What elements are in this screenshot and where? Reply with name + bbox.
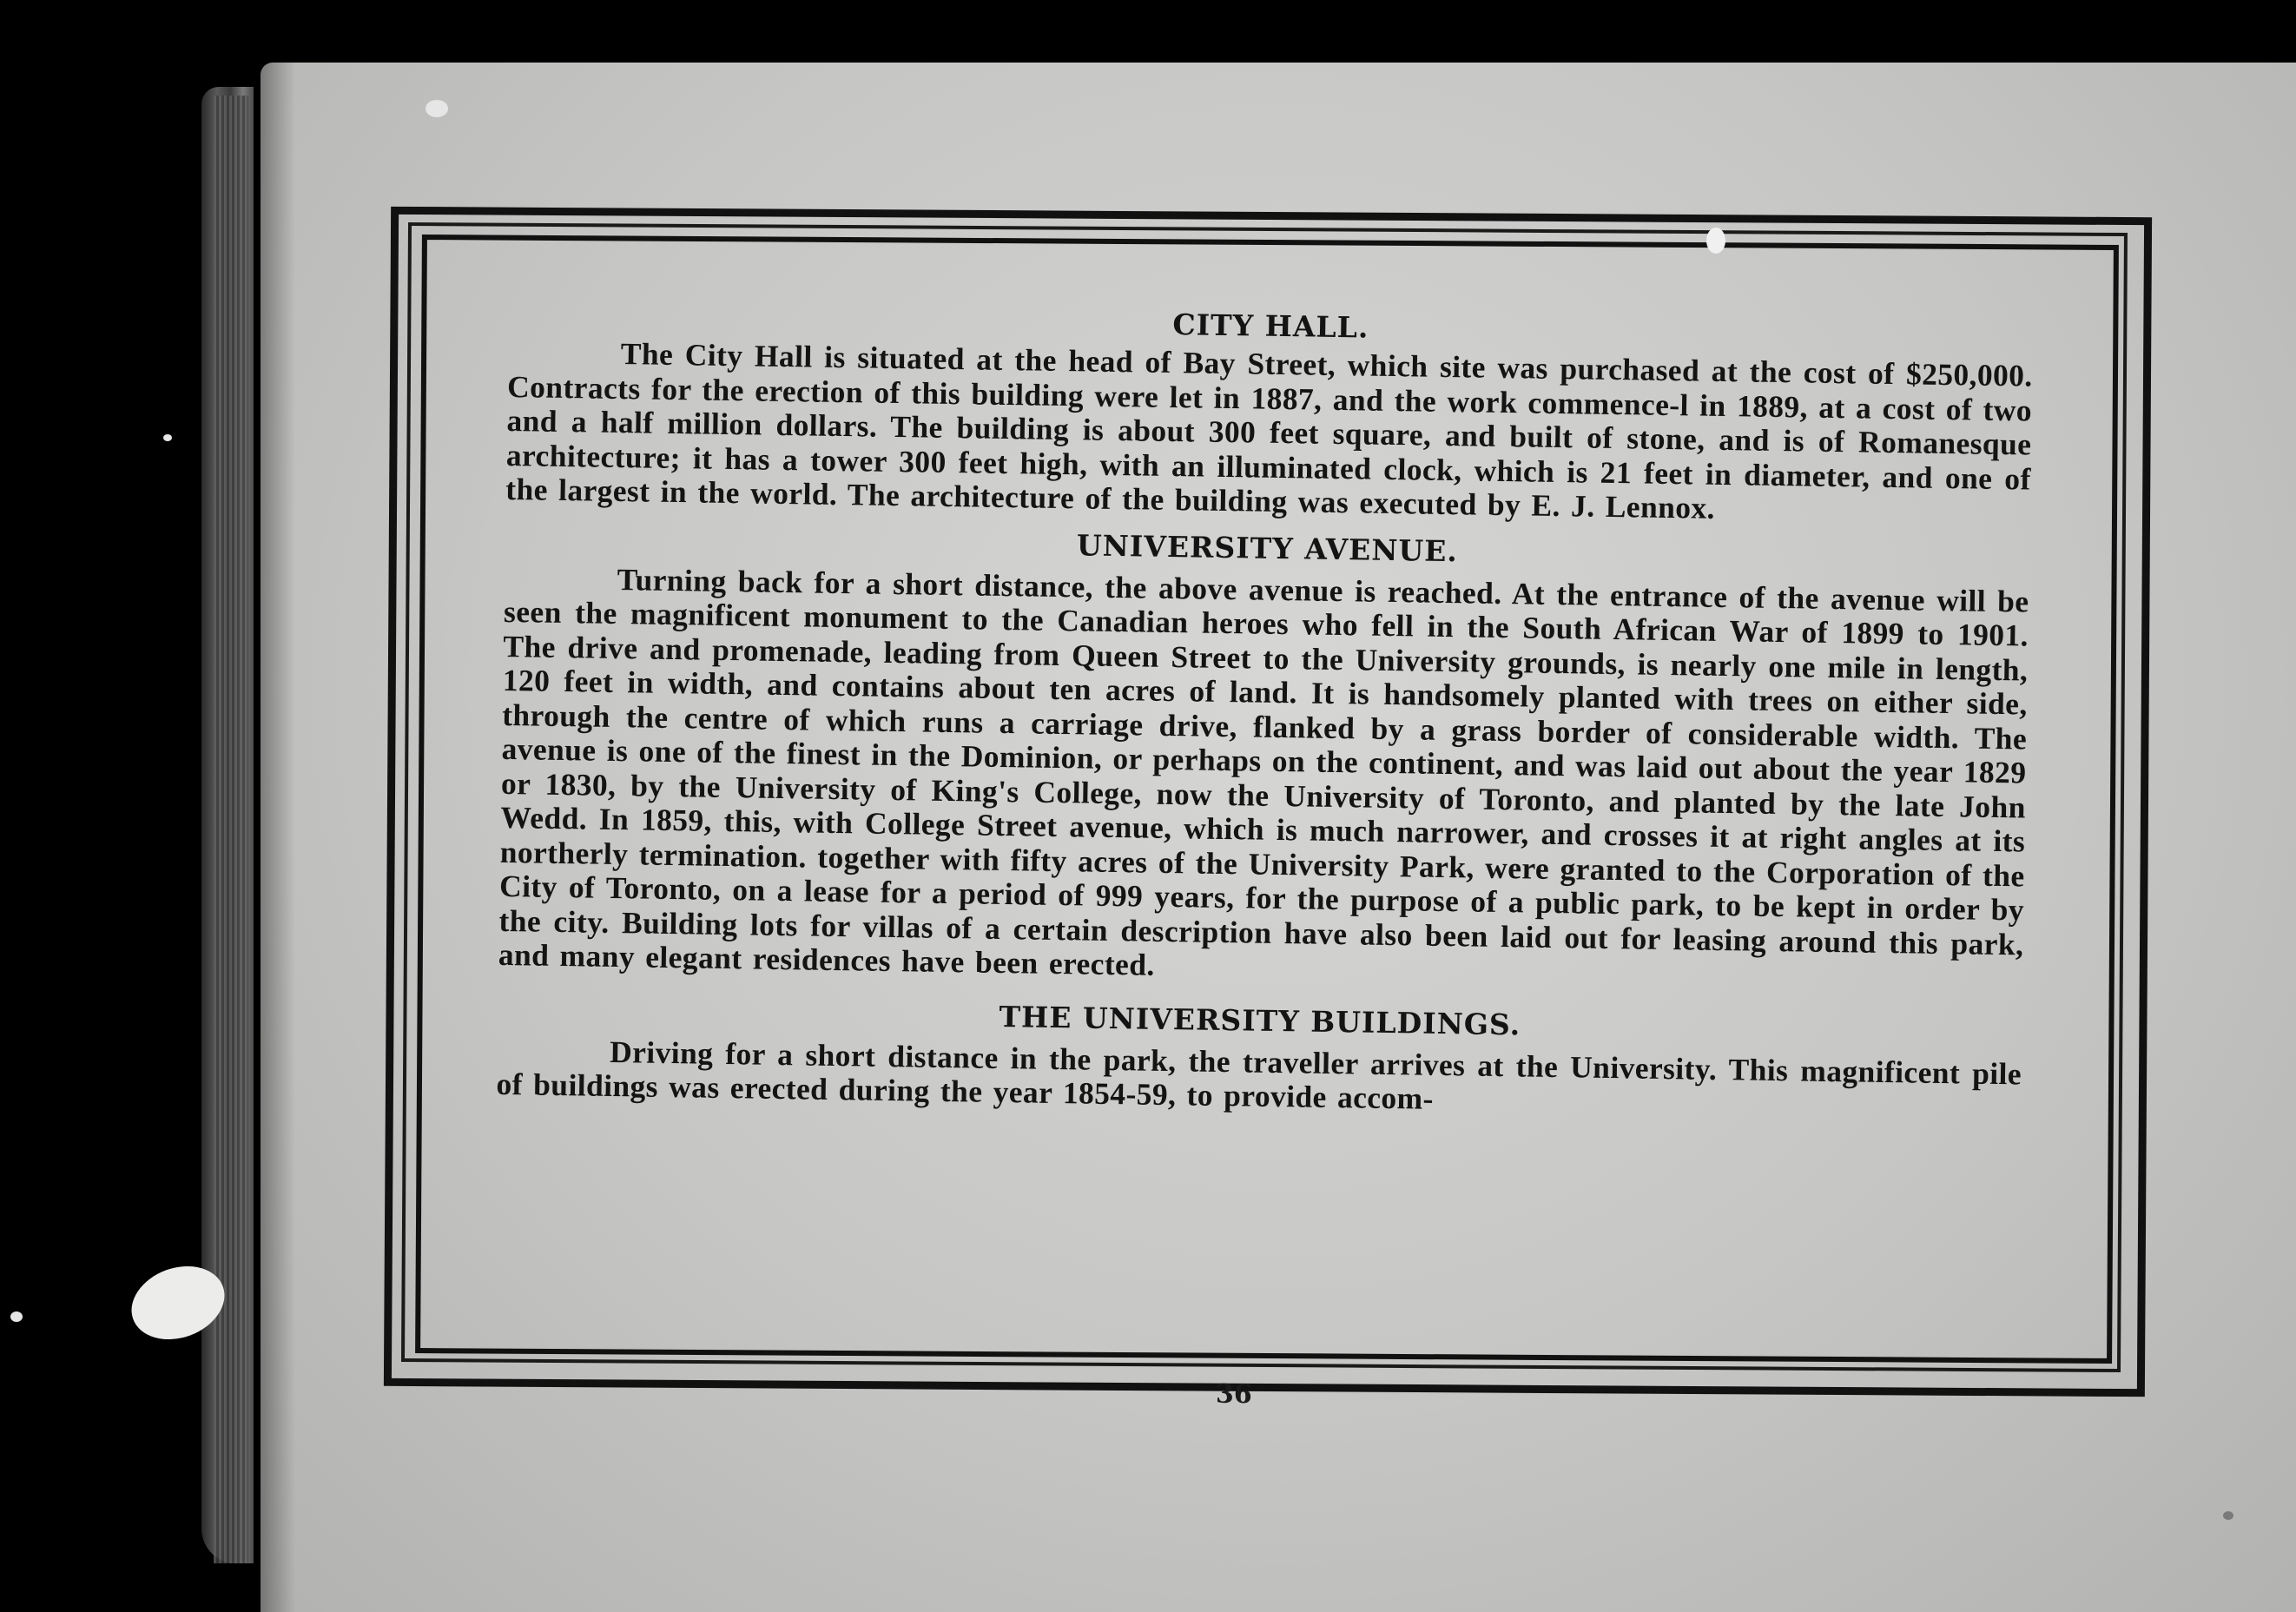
section-heading-city-hall: CITY HALL. — [1172, 307, 1369, 345]
section-body-city-hall: The City Hall is situated at the head of Bay Street, which site was purchased at the cost of $250,000. Contracts for the erection of this building were let in 1887, and the work commence-l in 1889, at a cost of two and a half million dollars. The building is about 300 feet square, and built of stone, and is of Romanesque architecture; it has a tower 300 feet high, with an illuminated clock, which is 21 feet in diameter, and one of the largest in the world. The architecture of the building was executed by E. J. Lennox. — [505, 336, 2033, 525]
scan-speck — [426, 100, 448, 117]
scan-speck — [1706, 228, 1725, 254]
scan-speck — [10, 1311, 23, 1322]
scan-speck — [2223, 1511, 2233, 1520]
section-heading-university-avenue: UNIVERSITY AVENUE. — [1076, 527, 1459, 568]
scan-speck — [163, 434, 172, 441]
text-block — [492, 287, 2034, 1352]
page-number: 36 — [1215, 1378, 1252, 1410]
page-gutter-shadow — [261, 63, 295, 1612]
section-heading-university-buildings: THE UNIVERSITY BUILDINGS. — [999, 999, 1521, 1041]
section-body-university-avenue: Turning back for a short distance, the above avenue is reached. At the entrance of the avenue will be seen the magnificent monument to the Canadian heroes who fell in the South African War of 1899 to 1901. The drive and promenade, leading from Queen Street to the University grounds, is nearly one mile in length, 120 feet in width, and contains about ten acres of land. It is handsomely planted with trees on either side, through the centre of which runs a carriage drive, flanked by a grass border of considerable width. The avenue is one of the finest in the Dominion, or perhaps on the continent, and was laid out about the year 1829 or 1830, by the University of King's College, now the University of Toronto, and planted by the late John Wedd. In 1859, this, with College Street avenue, which is much narrower, and crosses it at right angles at its northerly termination. together with fifty acres of the University Park, were granted to the Corporation of the City of Toronto, on a lease for a period of 999 years, for the purpose of a public park, to be kept in order by the city. Building lots for villas of a certain description have also been laid out for leasing around this park, and many elegant residences have been erected. — [498, 561, 2029, 982]
section-body-university-buildings: Driving for a short distance in the park, the traveller arrives at the University. This magnificent pile of buildings was erected during the year 1854-59, to provide accom- — [496, 1034, 2022, 1116]
book-page-edge-lines — [214, 96, 248, 1563]
